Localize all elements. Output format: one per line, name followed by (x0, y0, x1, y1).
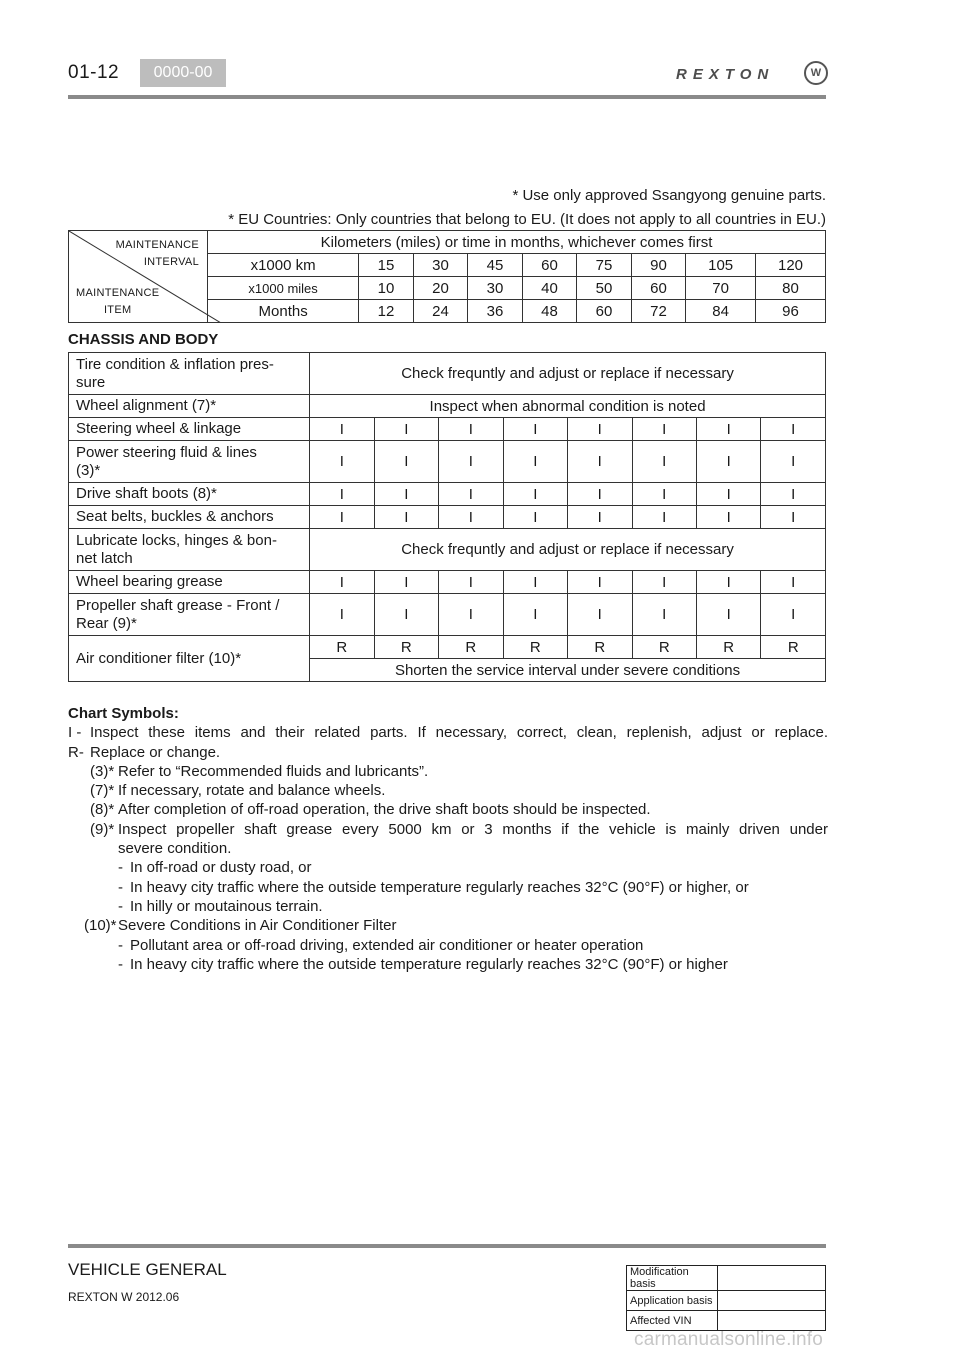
table-cell: R (503, 636, 567, 659)
item-label: Air conditioner filter (10)* (69, 636, 310, 682)
table-cell: R (310, 636, 374, 659)
table-cell: 60 (577, 300, 632, 323)
basis-label: Affected VIN (627, 1311, 718, 1331)
table-cell: R (761, 636, 826, 659)
table-cell: 60 (631, 277, 686, 300)
table-cell: I (503, 441, 567, 483)
table-cell: I (503, 483, 567, 506)
basis-value (718, 1291, 826, 1311)
item-label: Wheel bearing grease (69, 571, 310, 594)
table-cell: I (761, 571, 826, 594)
table-cell: I (374, 441, 438, 483)
item-label: Power steering fluid & lines (3)* (69, 441, 310, 483)
item-label: Propeller shaft grease - Front / Rear (9)* (69, 594, 310, 636)
table-cell: I (503, 594, 567, 636)
table-cell: I (503, 418, 567, 441)
note-key: (9)* (90, 820, 115, 838)
watermark: carmanualsonline.info (634, 1329, 824, 1350)
legend-note (68, 800, 828, 819)
note-text: If necessary, rotate and balance wheels. (118, 782, 386, 800)
legend-sub-item: - Pollutant area or off-road driving, extended air conditioner or heater operation (118, 936, 644, 954)
row-label: x1000 miles (208, 277, 359, 300)
table-cell: I (696, 594, 760, 636)
table-cell: I (374, 418, 438, 441)
table-cell: I (761, 418, 826, 441)
table-row (69, 594, 826, 636)
symbol-text: Inspect these items and their related parts. If necessary, correct, clean, replenish, adjust or replace. (90, 724, 828, 742)
row-label: x1000 km (208, 254, 359, 277)
item-label: Lubricate locks, hinges & bon- net latch (69, 529, 310, 571)
table-cell: I (632, 506, 696, 529)
table-cell: I (439, 594, 503, 636)
table-cell: I (439, 571, 503, 594)
chart-symbols-legend (68, 704, 828, 974)
table-cell: 70 (686, 277, 756, 300)
table-cell: 72 (631, 300, 686, 323)
legend-sub-item: - In heavy city traffic where the outside temperature regularly reaches 32°C (90°F) or higher, or (118, 878, 749, 896)
section-code-badge: 0000-00 (140, 59, 226, 87)
item-label: Drive shaft boots (8)* (69, 483, 310, 506)
legend-note (68, 916, 828, 935)
legend-note (68, 781, 828, 800)
table-row (69, 483, 826, 506)
section-title: CHASSIS AND BODY (68, 331, 219, 348)
legend-sub-item: - In off-road or dusty road, or (118, 859, 312, 877)
table-cell: 50 (577, 277, 632, 300)
item-label: Tire condition & inflation pres- sure (69, 353, 310, 395)
table-cell: I (439, 441, 503, 483)
note-text-continued: severe condition. (118, 840, 232, 858)
table-cell: I (310, 594, 374, 636)
legend-symbol-row (68, 743, 828, 762)
span-cell: Shorten the service interval under severe conditions (310, 659, 826, 682)
note-key: (3)* (90, 762, 115, 780)
table-cell: I (761, 483, 826, 506)
table-cell: 84 (686, 300, 756, 323)
table-cell: R (632, 636, 696, 659)
table-cell: I (632, 594, 696, 636)
table-row (69, 441, 826, 483)
table-cell: I (374, 506, 438, 529)
table-cell: I (568, 441, 632, 483)
table-cell: I (632, 483, 696, 506)
legend-note (68, 762, 828, 781)
item-label: Wheel alignment (7)* (69, 395, 310, 418)
rexton-logo: REXTON (676, 66, 775, 83)
table-cell: 75 (577, 254, 632, 277)
table-cell: I (374, 571, 438, 594)
table-cell: 24 (413, 300, 468, 323)
table-cell: I (696, 506, 760, 529)
header-divider (68, 95, 826, 99)
table-cell: I (696, 571, 760, 594)
item-label: Seat belts, buckles & anchors (69, 506, 310, 529)
table-cell: 60 (522, 254, 577, 277)
table-cell: 48 (522, 300, 577, 323)
table-cell: I (568, 594, 632, 636)
note-key: (10)* (84, 917, 117, 935)
basis-label: Application basis (627, 1291, 718, 1311)
chassis-body-table (68, 352, 826, 682)
table-cell: I (761, 594, 826, 636)
table-cell: 120 (756, 254, 826, 277)
table-cell: 36 (468, 300, 523, 323)
table-row (69, 529, 826, 571)
maintenance-interval-table (68, 230, 826, 323)
table-cell: I (568, 418, 632, 441)
table-cell: I (761, 506, 826, 529)
table-row (69, 418, 826, 441)
table-cell: 12 (359, 300, 414, 323)
table-cell: I (374, 483, 438, 506)
table-row (69, 506, 826, 529)
note-text: Refer to “Recommended fluids and lubricants”. (118, 762, 429, 780)
table-cell: I (503, 506, 567, 529)
table-cell: I (632, 441, 696, 483)
table-cell: I (439, 483, 503, 506)
table-row (69, 636, 826, 659)
table-cell: I (761, 441, 826, 483)
table-row (69, 571, 826, 594)
legend-sub-item: - In hilly or moutainous terrain. (118, 897, 323, 915)
table-cell: I (568, 483, 632, 506)
note-text: After completion of off-road operation, the drive shaft boots should be inspected. (118, 801, 651, 819)
note-text: Severe Conditions in Air Conditioner Filter (118, 917, 397, 935)
legend-sub-item: - In heavy city traffic where the outside temperature regularly reaches 32°C (90°F) or higher (118, 955, 728, 973)
table-cell: 15 (359, 254, 414, 277)
footer-title: VEHICLE GENERAL (68, 1260, 227, 1279)
symbol-key: R- (68, 743, 84, 761)
table-cell: 30 (413, 254, 468, 277)
basis-value (718, 1311, 826, 1331)
table-row (69, 395, 826, 418)
table-cell: R (439, 636, 503, 659)
table-cell: I (310, 506, 374, 529)
interval-span-header: Kilometers (miles) or time in months, whichever comes first (208, 231, 826, 254)
genuine-parts-note: * Use only approved Ssangyong genuine parts. (512, 187, 826, 204)
table-cell: 40 (522, 277, 577, 300)
table-cell: 105 (686, 254, 756, 277)
table-cell: I (632, 418, 696, 441)
table-cell: I (439, 506, 503, 529)
note-key: (8)* (90, 801, 115, 819)
table-cell: I (696, 441, 760, 483)
span-cell: Inspect when abnormal condition is noted (310, 395, 826, 418)
table-cell: I (310, 571, 374, 594)
table-cell: I (632, 571, 696, 594)
note-key: (7)* (90, 782, 115, 800)
table-cell: R (568, 636, 632, 659)
table-cell: 30 (468, 277, 523, 300)
table-cell: I (568, 571, 632, 594)
footer-divider (68, 1244, 826, 1248)
table-cell: R (696, 636, 760, 659)
table-corner-header (69, 231, 208, 323)
legend-symbol-row (68, 723, 828, 742)
table-cell: R (374, 636, 438, 659)
table-row (69, 353, 826, 395)
ssangyong-emblem-icon: W (804, 61, 828, 85)
table-cell: 96 (756, 300, 826, 323)
table-cell: I (310, 418, 374, 441)
corner-label-item: MAINTENANCE ITEM (76, 287, 160, 316)
table-cell: 90 (631, 254, 686, 277)
legend-note (68, 820, 828, 839)
note-text: Inspect propeller shaft grease every 5000 km or 3 months if the vehicle is mainly driven under (118, 820, 828, 838)
table-cell: 80 (756, 277, 826, 300)
span-cell: Check frequntly and adjust or replace if necessary (310, 529, 826, 571)
table-cell: I (503, 571, 567, 594)
corner-label-interval: MAINTENANCE INTERVAL (115, 239, 199, 268)
footer-subtitle: REXTON W 2012.06 (68, 1290, 180, 1304)
legend-title: Chart Symbols: (68, 705, 179, 722)
page-number: 01-12 (68, 62, 120, 83)
basis-label: Modification basis (627, 1266, 718, 1291)
basis-value (718, 1266, 826, 1291)
symbol-key: I - (68, 724, 82, 742)
table-cell: I (696, 418, 760, 441)
table-cell: I (439, 418, 503, 441)
modification-basis-table (626, 1265, 826, 1331)
table-cell: 10 (359, 277, 414, 300)
table-cell: 20 (413, 277, 468, 300)
row-label: Months (208, 300, 359, 323)
table-cell: I (310, 441, 374, 483)
table-cell: 45 (468, 254, 523, 277)
item-label: Steering wheel & linkage (69, 418, 310, 441)
table-cell: I (696, 483, 760, 506)
table-cell: I (374, 594, 438, 636)
table-cell: I (568, 506, 632, 529)
symbol-text: Replace or change. (90, 743, 221, 761)
eu-countries-note: * EU Countries: Only countries that belong to EU. (It does not apply to all countries in EU.) (228, 211, 826, 228)
table-cell: I (310, 483, 374, 506)
span-cell: Check frequntly and adjust or replace if necessary (310, 353, 826, 395)
